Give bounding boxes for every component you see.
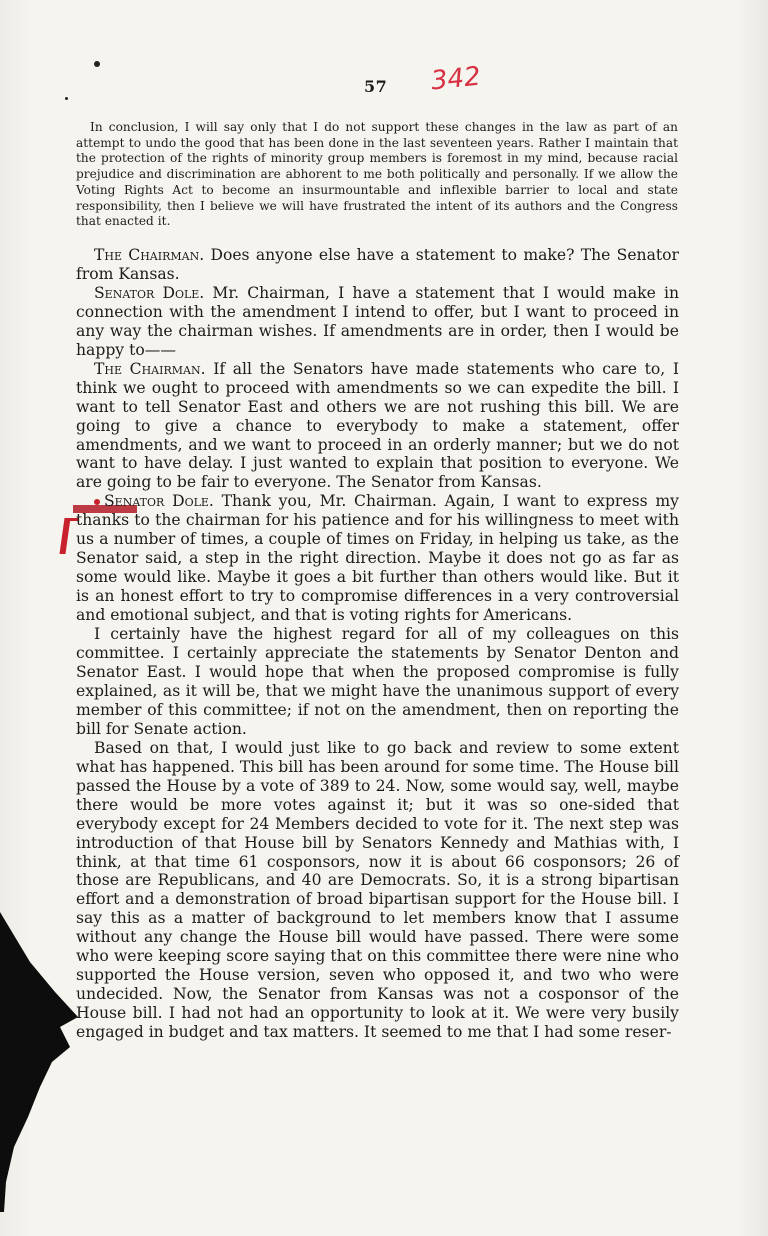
transcript-paragraph — [76, 360, 679, 493]
statement-paragraph: In conclusion, I will say only that I do not support these changes in the law as part of an attempt to undo the good that has been done in the last seventeen years. Rather I maintain that the protection of the rights of minority group members is foremost in my mind, because racial prejudice and discrimination are abhorent to me both politically and personally. If we allow the Voting Rights Act to become an insurmountable and inflexible barrier to local and state responsibility, then I believe we will have frustrated the intent of its authors and the Congress that enacted it. — [76, 120, 678, 229]
page-number: 57 — [364, 77, 388, 96]
speaker-name: The Chairman. — [94, 246, 205, 264]
transcript-paragraph — [76, 246, 679, 284]
transcript-paragraph — [76, 284, 679, 360]
paragraph-text: If all the Senators have made statements who care to, I think we ought to proceed with amendments so we can expedite the bill. I want to tell Senator East and others we are not rushing this bill. We are going to give a chance to everybody to make a statement, offer amendments, and we want to proceed in an orderly manner; but we do not want to have delay. I just wanted to explain that position to everyone. We are going to be fair to everyone. The Senator from Kansas. — [76, 359, 679, 492]
inserted-statement — [76, 120, 678, 230]
speaker-name: Senator Dole. — [104, 492, 214, 511]
paragraph-text: Mr. Chairman, I have a statement that I would make in connection with the amendment I intend to offer, but I want to proceed in any way the chairman wishes. If amendments are in order, then I would be happy to—— — [76, 283, 679, 359]
transcript-paragraph — [76, 739, 679, 1042]
ink-speck — [94, 61, 100, 67]
transcript-paragraph — [76, 625, 679, 739]
speaker-name: Senator Dole. — [94, 283, 205, 302]
hearing-transcript — [76, 246, 679, 1042]
speaker-name: The Chairman. — [94, 359, 206, 378]
red-dot-mark — [94, 499, 100, 505]
torn-edge-damage — [0, 912, 95, 1212]
handwritten-page-mark: 342 — [429, 61, 483, 97]
ink-speck — [65, 97, 68, 100]
transcript-paragraph — [76, 492, 679, 625]
paragraph-text: Thank you, Mr. Chairman. Again, I want to express my thanks to the chairman for his patience and for his willingness to meet with us a number of times, a couple of times on Friday, in helping us take, as the Senator said, a step in the right direction. Maybe it does not go as far as some would like. Maybe it goes a bit further than others would like. But it is an honest effort to try to compromise differences in a very controversial and emotional subject, and that is voting rights for Americans. — [76, 492, 679, 625]
paragraph-text: Based on that, I would just like to go back and review to some extent what has happened. This bill has been around for some time. The House bill passed the House by a vote of 389 to 24. Now, some would say, well, maybe there would be more votes against it; but it was so one-sided that everybody except for 24 Members decided to vote for it. The next step was introduction of that House bill by Senators Kennedy and Mathias with, I think, at that time 61 cosponsors, now it is about 66 cosponsors; 26 of those are Republicans, and 40 are Democrats. So, it is a strong bipartisan effort and a demonstration of broad bipartisan support for the House bill. I say this as a matter of background to let members know that I assume without any change the House bill would have passed. There were some who were keeping score saying that on this committee there were nine who supported the House version, seven who opposed it, and two who were undecided. Now, the Senator from Kansas was not a cosponsor of the House bill. I had not had an opportunity to look at it. We were very busily engaged in budget and tax matters. It seemed to me that I had some reser- — [76, 738, 680, 1042]
paragraph-text: Does anyone else have a statement to make? The Senator from Kansas. — [76, 246, 679, 283]
paragraph-text: I certainly have the highest regard for all of my colleagues on this committee. I certainly appreciate the statements by Senator Denton and Senator East. I would hope that when the proposed compromise is fully explained, as it will be, that we might have the unanimous support of every member of this committee; if not on the amendment, then on reporting the bill for Senate action. — [76, 625, 679, 738]
